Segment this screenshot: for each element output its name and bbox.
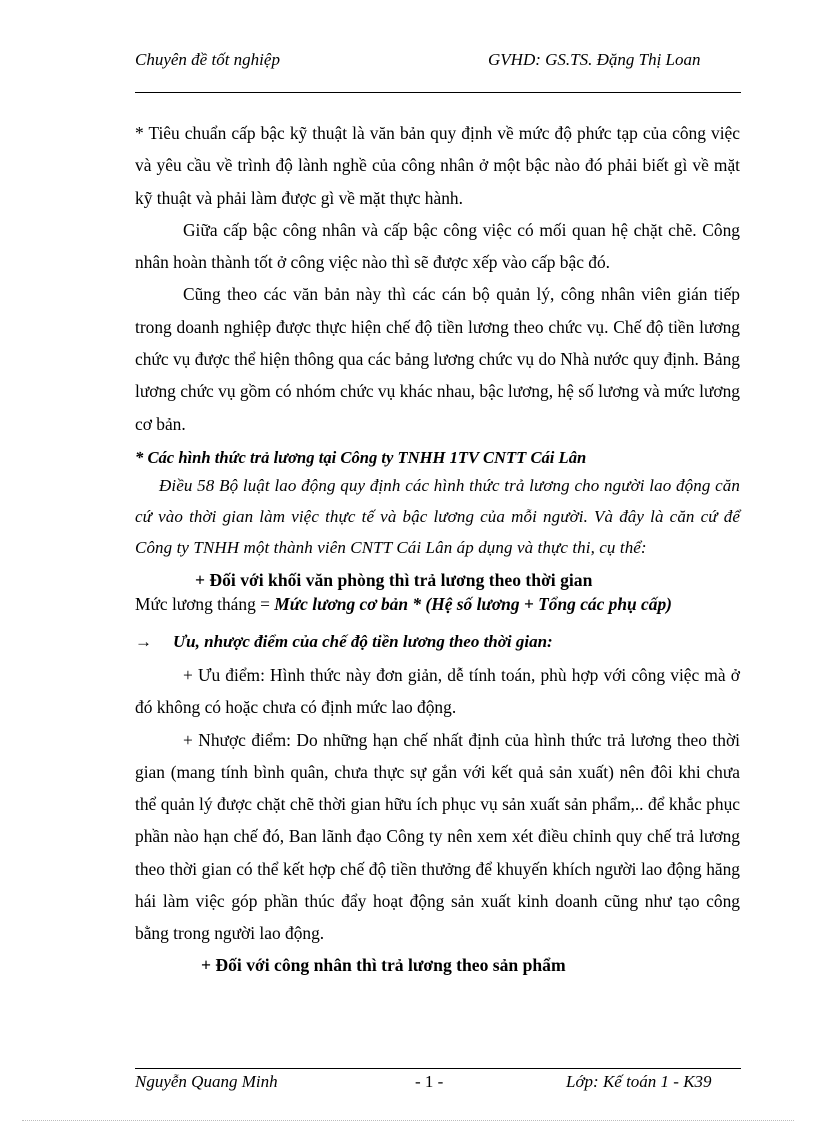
footer-page-number: - 1 - bbox=[415, 1072, 444, 1091]
section-heading-payment-forms: * Các hình thức trả lương tại Công ty TNHH 1TV CNTT Cái Lân bbox=[135, 447, 587, 467]
page-edge-dotted-line bbox=[22, 1120, 794, 1121]
arrow-right-icon: → bbox=[135, 631, 152, 651]
salary-formula bbox=[135, 593, 740, 615]
header-advisor: GVHD: GS.TS. Đặng Thị Loan bbox=[488, 50, 701, 69]
paragraph-technical-standard: * Tiêu chuẩn cấp bậc kỹ thuật là văn bản quy định về mức độ phức tạp của công việc và yêu cầu về trình độ lành nghề của công nhân ở một bậc nào đó phải biết gì về mặt kỹ thuật và phải làm được gì về mặt thực hành. bbox=[135, 123, 740, 208]
header-title: Chuyên đề tốt nghiệp bbox=[135, 50, 280, 69]
header-divider bbox=[135, 92, 741, 93]
paragraph-position-salary: Cũng theo các văn bản này thì các cán bộ quản lý, công nhân viên gián tiếp trong doanh nghiệp được thực hiện chế độ tiền lương theo chức vụ. Chế độ tiền lương chức vụ được thể hiện thông qua các bảng lương chức vụ do Nhà nước quy định. Bảng lương chức vụ gồm có nhóm chức vụ khác nhau, bậc lương, hệ số lương và mức lương cơ bản. bbox=[135, 284, 740, 434]
page-content bbox=[135, 117, 740, 980]
formula-coefficients: * (Hệ số lương + Tổng các phụ cấp) bbox=[408, 593, 672, 614]
subheading-worker-product-pay: + Đối với công nhân thì trả lương theo sản phẩm bbox=[201, 954, 566, 975]
footer-author: Nguyễn Quang Minh bbox=[135, 1072, 278, 1091]
paragraph-advantage: + Ưu điểm: Hình thức này đơn giản, dễ tính toán, phù hợp với công việc mà ở đó không có hoặc chưa có định mức lao động. bbox=[135, 664, 740, 718]
footer-divider bbox=[135, 1068, 741, 1069]
paragraph-grade-relationship: Giữa cấp bậc công nhân và cấp bậc công việc có mối quan hệ chặt chẽ. Công nhân hoàn thành tốt ở công việc nào thì sẽ được xếp vào cấp bậc đó. bbox=[135, 219, 740, 273]
paragraph-disadvantage: + Nhược điểm: Do những hạn chế nhất định của hình thức trả lương theo thời gian (mang tính bình quân, chưa thực sự gắn với kết quả sản xuất) nên đôi khi chưa thể quản lý được chặt chẽ thời gian hữu ích phục vụ sản xuất sản phẩm,.. để khắc phục phần nào hạn chế đó, Ban lãnh đạo Công ty nên xem xét điều chỉnh quy chế trả lương theo thời gian có thể kết hợp chế độ tiền thưởng để khuyến khích người lao động hăng hái làm việc góp phần thúc đẩy hoạt động sản xuất kinh doanh cũng như tạo công bằng trong người lao động. bbox=[135, 729, 740, 944]
pros-cons-heading bbox=[135, 629, 740, 655]
subheading-office-time-pay: + Đối với khối văn phòng thì trả lương theo thời gian bbox=[195, 569, 593, 590]
formula-base-salary: Mức lương cơ bản bbox=[274, 593, 409, 614]
footer-class: Lớp: Kế toán 1 - K39 bbox=[566, 1072, 712, 1091]
formula-label: Mức lương tháng = bbox=[135, 593, 275, 614]
paragraph-article-58: Điều 58 Bộ luật lao động quy định các hình thức trả lương cho người lao động căn cứ vào thời gian làm việc thực tế và bậc lương của mỗi người. Và đây là căn cứ để Công ty TNHH một thành viên CNTT Cái Lân áp dụng và thực thi, cụ thể: bbox=[135, 475, 740, 557]
pros-cons-heading-text: Ưu, nhược điểm của chế độ tiền lương theo thời gian: bbox=[173, 631, 553, 651]
